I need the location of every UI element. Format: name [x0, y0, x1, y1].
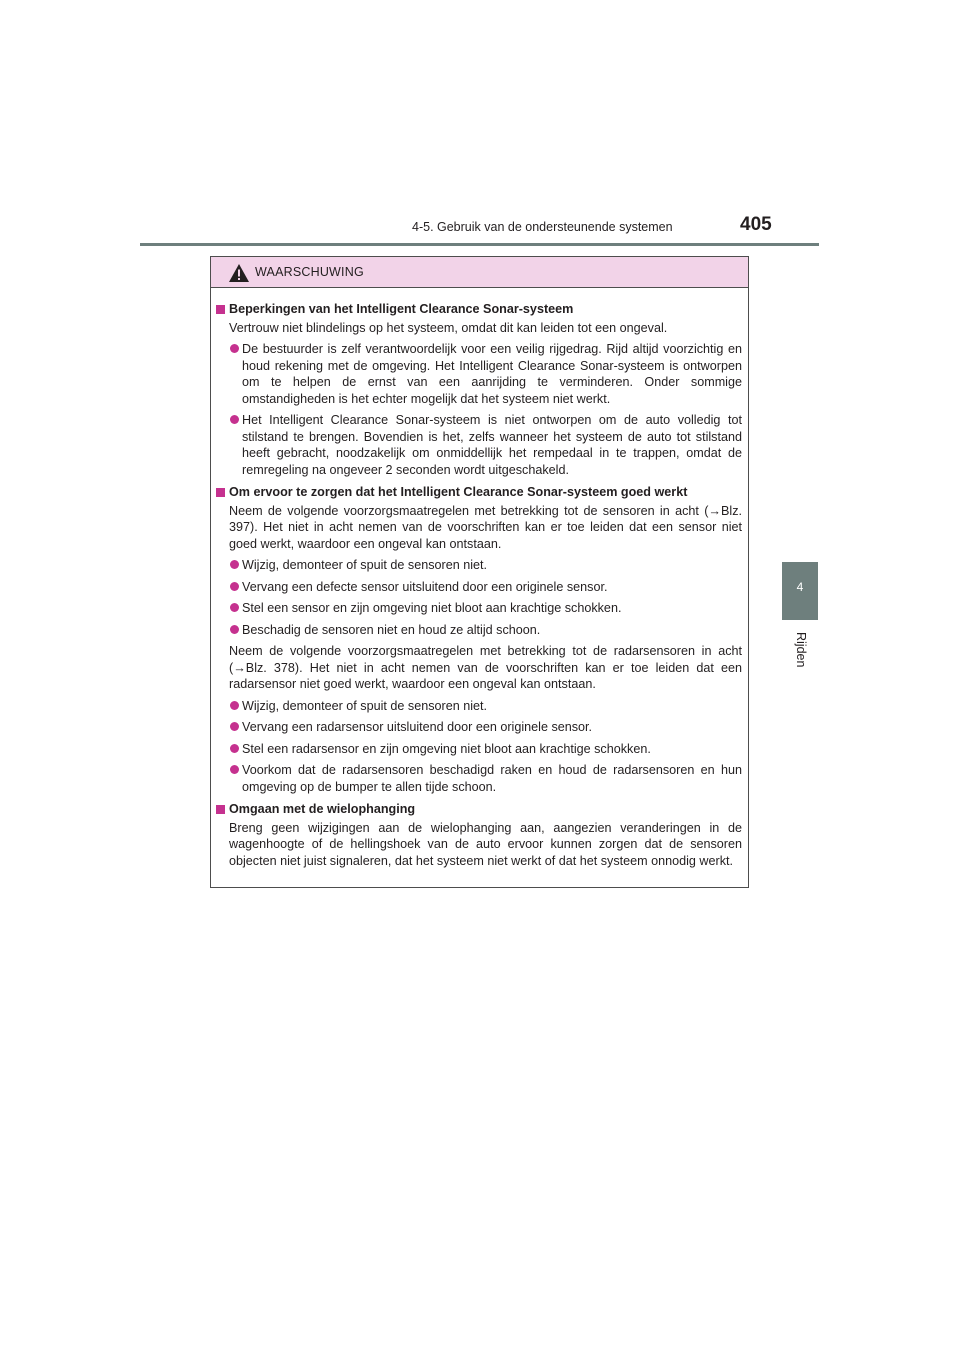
section-heading: Beperkingen van het Intelligent Clearance Sonar-systeem [216, 301, 742, 318]
section-paragraph: Breng geen wijzigingen aan de wielophanging aan, aangezien veranderingen in de wagenhoogte of de hellingshoek van de auto ervoor kunnen zorgen dat de sensoren objecten niet juist signaleren, dat het systeem niet werkt of dat het systeem onnodig werkt. [229, 820, 742, 868]
bullet-item: Beschadig de sensoren niet en houd ze altijd schoon. [216, 622, 742, 639]
warning-title: WAARSCHUWING [255, 265, 364, 279]
section-title: 4-5. Gebruik van de ondersteunende systemen [412, 220, 673, 234]
chapter-label: Rijden [794, 632, 808, 668]
bullet-item: Wijzig, demonteer of spuit de sensoren niet. [216, 557, 742, 574]
section-heading: Omgaan met de wielophanging [216, 801, 742, 818]
section-heading: Om ervoor te zorgen dat het Intelligent Clearance Sonar-systeem goed werkt [216, 484, 742, 501]
bullet-item: Stel een sensor en zijn omgeving niet bloot aan krachtige schokken. [216, 600, 742, 617]
header-divider [140, 243, 819, 246]
section-paragraph: Neem de volgende voorzorgsmaatregelen met betrekking tot de radarsensoren in acht (→Blz. 378). Het niet in acht nemen van de voorschriften kan er toe leiden dat een radarsensor niet goed werkt, waardoor een ongeval kan ontstaan. [229, 644, 742, 691]
section-paragraph: Neem de volgende voorzorgsmaatregelen met betrekking tot de sensoren in acht (→Blz. 397). Het niet in acht nemen van de voorschriften kan er toe leiden dat een sensor niet goed werkt, waardoor een ongeval kan ontstaan. [229, 503, 742, 551]
section-paragraph: Vertrouw niet blindelings op het systeem, omdat dit kan leiden tot een ongeval. [229, 320, 668, 335]
bullet-item: Het Intelligent Clearance Sonar-systeem is niet ontworpen om de auto volledig tot stilstand te brengen. Bovendien is het, zelfs wanneer het systeem de auto tot stilstand heeft gebracht, noodzakelijk om onmiddellijk het rempedaal in te trappen, omdat de remregeling na ongeveer 2 seconden wordt uitgeschakeld. [216, 412, 742, 478]
chapter-number: 4 [796, 580, 804, 594]
warning-triangle-icon [228, 263, 250, 283]
bullet-item: Wijzig, demonteer of spuit de sensoren niet. [216, 698, 742, 715]
chapter-label-container [786, 632, 816, 672]
bullet-item: Vervang een radarsensor uitsluitend door een originele sensor. [216, 719, 742, 736]
page-number: 405 [740, 214, 772, 235]
bullet-item: Voorkom dat de radarsensoren beschadigd raken en houd de radarsensoren en hun omgeving op de bumper te allen tijde schoon. [216, 762, 742, 795]
warning-header [211, 257, 748, 288]
bullet-item: Stel een radarsensor en zijn omgeving niet bloot aan krachtige schokken. [216, 741, 742, 758]
warning-box [210, 256, 749, 888]
bullet-item: Vervang een defecte sensor uitsluitend door een originele sensor. [216, 579, 742, 596]
chapter-tab [782, 562, 818, 620]
bullet-item: De bestuurder is zelf verantwoordelijk voor een veilig rijgedrag. Rijd altijd voorzichtig en houd rekening met de omgeving. Het Intelligent Clearance Sonar-systeem is ontworpen om te helpen de ernst van een aanrijding te verminderen. Onder sommige omstandigheden is het echter mogelijk dat het systeem niet werkt. [216, 341, 742, 407]
warning-content [211, 288, 748, 869]
